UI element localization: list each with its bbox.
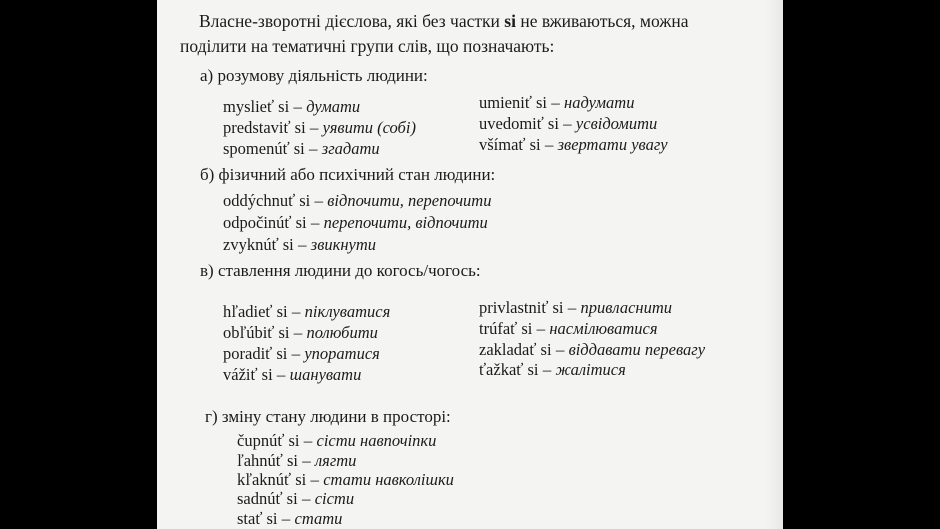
scanned-page [157, 0, 783, 529]
entry: oddýchnuť si – відпочити, перепочити [223, 191, 492, 210]
intro-line-1: Власне-зворотні дієслова, які без частки si не вживаються, можна [199, 11, 689, 31]
entry: zakladať si – віддавати перевагу [479, 340, 706, 359]
entry: zvyknúť si – звикнути [223, 235, 377, 254]
entry: hľadieť si – піклуватися [223, 302, 391, 321]
entry: umieniť si – надумати [479, 93, 635, 112]
group-b-heading: б) фізичний або психічний стан людини: [200, 165, 496, 184]
group-a-heading: а) розумову діяльність людини: [200, 66, 428, 85]
entry: obľúbiť si – полюбити [223, 323, 378, 342]
entry: vážiť si – шанувати [223, 365, 362, 384]
entry: sadnúť si – сісти [237, 489, 355, 508]
group-c-heading: в) ставлення людини до когось/чогось: [200, 261, 481, 280]
entry: poradiť si – упоратися [223, 344, 380, 363]
entry: ľahnúť si – лягти [237, 451, 357, 470]
entry: čupnúť si – сісти навпочіпки [237, 431, 437, 450]
entry: myslieť si – думати [223, 97, 361, 116]
group-d-heading: г) зміну стану людини в просторі: [205, 407, 451, 426]
entry: trúfať si – насмілюватися [479, 319, 658, 338]
entry: uvedomiť si – усвідомити [479, 114, 658, 133]
entry: všímať si – звертати увагу [479, 135, 668, 154]
entry: spomenúť si – згадати [223, 139, 380, 158]
entry: kľaknúť si – стати навколішки [237, 470, 454, 489]
entry: predstaviť si – уявити (собі) [223, 118, 416, 137]
entry: odpočinúť si – перепочити, відпочити [223, 213, 488, 232]
entry: ťažkať si – жалітися [479, 360, 626, 379]
entry: privlastniť si – привласнити [479, 298, 672, 317]
entry: stať si – стати [237, 509, 343, 528]
particle-si: si [504, 11, 516, 31]
intro-line-2: поділити на тематичні групи слів, що позначають: [180, 36, 555, 56]
